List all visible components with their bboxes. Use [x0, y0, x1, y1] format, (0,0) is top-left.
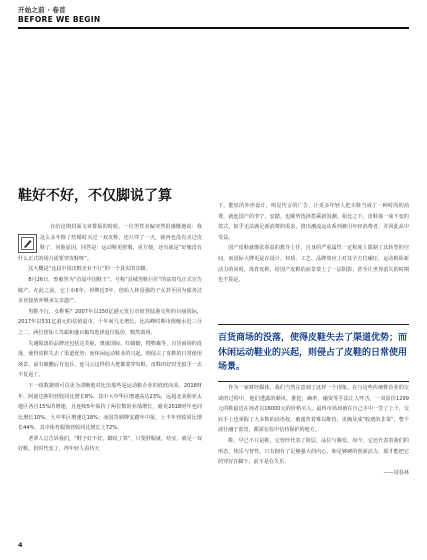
- paragraph: 老辈人总告诉我们，“鞋子好不好，脚说了算”，只要舒服就，结实，就足一双好鞋。但时代变了，得年轻人看待天: [18, 435, 202, 453]
- paragraph: 8月26日，曾被誉为“首届中国鞋王”、号称“县城男鞋巨匠”的富贵鸟正式宣告破产。在此之前，它上市6年、停牌近3年，创始人林国强的子女甚至因为债务过多直接放弃继承父亲遗产。: [18, 276, 202, 305]
- left-column: [18, 222, 202, 455]
- pull-quote: [218, 324, 409, 382]
- paragraph: 鞋，早已不只是鞋，它曾经代表了阶层，品位与腾发，如今，它还代表着我们的形态、快乐与智性。只有拥有了足够强大的内心，和足够硬的创新活力，那才能把它的穿好在脚下，前不是在失乐。: [218, 437, 409, 466]
- section-label-cn: 开始之前 · 卷首: [18, 6, 66, 14]
- right-column-top: [218, 201, 409, 286]
- right-column-bottom: [218, 383, 409, 478]
- paragraph: 下，能炫的外形设计，明星代言的广告，让更多年轻人把买鞋当成了一种时尚的消费，就连国产的李宁、安踏，也顺势选择搭乘新国潮。相比之下，皮鞋那一成不变的款式，似乎无法满足新消费的需求，推出潮流运动系列被引年轻消费者，并回此从中受益。: [218, 203, 409, 241]
- section-label-en: BEFORE WE BEGIN: [18, 15, 101, 24]
- paragraph: 国产皮鞋就像张春益的教导上任，自身的严重属性一定程度上限制了其转型的空间，而国际大牌更是在设计、材质、工艺、品牌效应上对其全方位碾压，运动鞋卧新活力的同时，体育皮鞋，给国产皮鞋的前景蒙上了一层阴影，甚至让世界消失的时期也不算是。: [218, 245, 409, 284]
- page-number: 4: [18, 541, 23, 549]
- editor-pen-icon: [18, 234, 37, 253]
- paragraph: 下一组数据则可以更为清晰地对比出那些是运动鞋企业的欣欣向荣。2018财年，阿迪达斯的营收同比增长8%，其中大中华区增速高达23%，远超北美和亚太地区各自15%的增速，且连续5年保持了两位数的业绩增长。耐克2018财年也同比增长10%，大中华区增速达18%；而国货鼎牌安踏年中报，上半年营收同比增长44%，其中体育服饰营收同比增长上72%。: [18, 382, 202, 432]
- paragraph: 这大概是“这届中国皮鞋企业不行”的一个真实的注脚。: [28, 266, 151, 273]
- paragraph: 失速陨落的品牌还包括达芙妮、奥康国际、红蜻蜓、搜物森等，百货商场的没落，使得皮鞋失去了渠道优势；而休闲运动鞋业的兴起，则侵占了皮鞋的日常使用场景，前有破鹏后有追兵，连马云这样的大佬都要穿布鞋，皮鞋的好时光似乎一去不复返了。: [18, 340, 202, 379]
- author-signature: ——周春林: [383, 469, 409, 476]
- pull-quote-text: 百货商场的没落，使得皮鞋失去了渠道优势；而休闲运动鞋业的兴起，则侵占了皮鞋的日常使用场景。: [218, 333, 408, 372]
- paragraph: 作为一家财经媒体，我们当然注意到了这样一个现象。在与这些传统鞋企业的交谈的过程中，他们透露的颇风，推挖，确率，融资等手法让人咋舌，一双原价1299元的鞋最近在场者以16000元的价格买入，最终市场却被在自己手中一尝了上千，交底手上也掌握了大多数的话语权，被通背着难以维持，更确及成“收割的韭菜”，整个波壮融于监管，都需在监中信持保护的地方。: [218, 385, 409, 434]
- section-header: [18, 6, 100, 25]
- header-rule: [18, 27, 409, 29]
- paragraph: 在给这期封面文章排版的时候，一位男性美编突然很感慨地说：我这么多年除了结婚时买过一双皮鞋，还只穿了一天，就再也没有买过皮鞋了，问他原因，回答是：运动鞋更舒服，更方便，还有就是“好像没有什么正式的场合需要穿皮鞋呀”。: [18, 224, 202, 262]
- paragraph: 男鞋不行，女鞋呢？2007年以150亿港元发行市值登陆港交所的百丽国际，2017年以531亿港元的估值退市，十年间几无增长，比高峰时期市值缩水近三分之二，两位创始人笃霸和盛百椒均选择退位股份，黯然离场。: [18, 308, 202, 336]
- article-title: 鞋好不好，不仅脚说了算: [18, 188, 172, 204]
